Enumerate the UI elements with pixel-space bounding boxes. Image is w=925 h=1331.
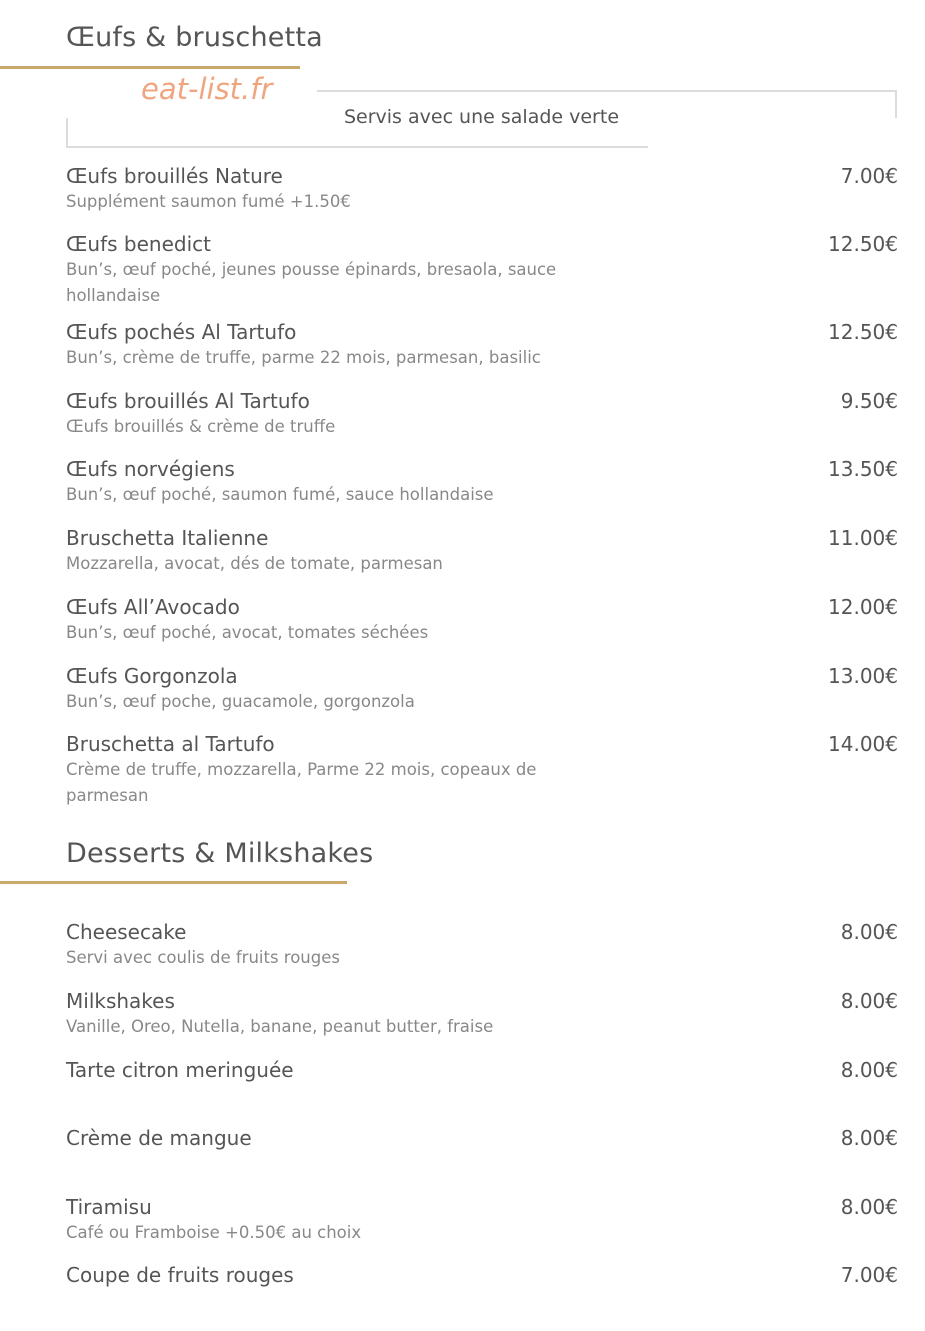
- item-description: Crème de truffe, mozzarella, Parme 22 mois, copeaux de parmesan: [66, 760, 537, 805]
- menu-item: [66, 594, 898, 646]
- menu-item: [66, 231, 898, 309]
- item-name: Crème de mangue: [66, 1126, 252, 1150]
- item-price: 8.00€: [840, 1126, 898, 1150]
- item-name: Œufs brouillés Al Tartufo: [66, 389, 310, 413]
- menu-item: [66, 163, 898, 215]
- item-name: Tarte citron meringuée: [66, 1058, 294, 1082]
- item-price: 13.50€: [828, 457, 898, 481]
- item-description: Bun’s, œuf poché, saumon fumé, sauce hollandaise: [66, 485, 494, 504]
- note-text: Servis avec une salade verte: [343, 106, 620, 128]
- section-title-desserts: Desserts & Milkshakes: [66, 838, 374, 869]
- menu-item: [66, 919, 898, 971]
- item-name: Bruschetta Italienne: [66, 526, 269, 550]
- item-price: 13.00€: [828, 664, 898, 688]
- item-name: Œufs pochés Al Tartufo: [66, 320, 297, 344]
- item-price: 7.00€: [840, 1263, 898, 1287]
- watermark-text: eat-list.fr: [141, 72, 273, 106]
- item-name: Œufs All’Avocado: [66, 595, 240, 619]
- menu-item: [66, 1194, 898, 1246]
- item-price: 12.50€: [828, 320, 898, 344]
- menu-item: [66, 456, 898, 508]
- item-name: Coupe de fruits rouges: [66, 1263, 294, 1287]
- item-name: Œufs Gorgonzola: [66, 664, 238, 688]
- item-description: Vanille, Oreo, Nutella, banane, peanut butter, fraise: [66, 1017, 494, 1036]
- note-box-border: [317, 90, 897, 92]
- item-name: Cheesecake: [66, 920, 187, 944]
- item-name: Tiramisu: [66, 1195, 152, 1219]
- item-price: 12.00€: [828, 595, 898, 619]
- item-price: 7.00€: [840, 164, 898, 188]
- item-price: 8.00€: [840, 920, 898, 944]
- menu-item: [66, 1262, 898, 1288]
- note-box-border: [66, 146, 648, 148]
- note-box: [66, 90, 897, 148]
- item-price: 9.50€: [840, 389, 898, 413]
- section-title-underline: [0, 881, 347, 884]
- item-description: Bun’s, œuf poche, guacamole, gorgonzola: [66, 692, 415, 711]
- item-description: Servi avec coulis de fruits rouges: [66, 948, 340, 967]
- item-name: Œufs brouillés Nature: [66, 164, 283, 188]
- item-price: 8.00€: [840, 989, 898, 1013]
- item-description: Café ou Framboise +0.50€ au choix: [66, 1223, 362, 1242]
- menu-item: [66, 1057, 898, 1083]
- item-description: Supplément saumon fumé +1.50€: [66, 192, 351, 211]
- menu-item: [66, 388, 898, 440]
- item-name: Bruschetta al Tartufo: [66, 732, 275, 756]
- menu-item: [66, 319, 898, 371]
- item-price: 14.00€: [828, 732, 898, 756]
- item-description: Bun’s, œuf poché, jeunes pousse épinards, bresaola, sauce hollandaise: [66, 260, 557, 305]
- item-description: Mozzarella, avocat, dés de tomate, parmesan: [66, 554, 443, 573]
- section-title-underline: [0, 66, 300, 69]
- item-name: Œufs benedict: [66, 232, 211, 256]
- item-description: Bun’s, œuf poché, avocat, tomates séchées: [66, 623, 429, 642]
- menu-item: [66, 988, 898, 1040]
- item-price: 12.50€: [828, 232, 898, 256]
- item-name: Milkshakes: [66, 989, 175, 1013]
- item-name: Œufs norvégiens: [66, 457, 235, 481]
- menu-item: [66, 663, 898, 715]
- menu-item: [66, 1125, 898, 1151]
- item-price: 11.00€: [828, 526, 898, 550]
- menu-item: [66, 731, 898, 809]
- section-title-oeufs: Œufs & bruschetta: [66, 22, 323, 53]
- menu-item: [66, 525, 898, 577]
- item-price: 8.00€: [840, 1195, 898, 1219]
- item-description: Bun’s, crème de truffe, parme 22 mois, parmesan, basilic: [66, 348, 541, 367]
- item-description: Œufs brouillés & crème de truffe: [66, 417, 336, 436]
- item-price: 8.00€: [840, 1058, 898, 1082]
